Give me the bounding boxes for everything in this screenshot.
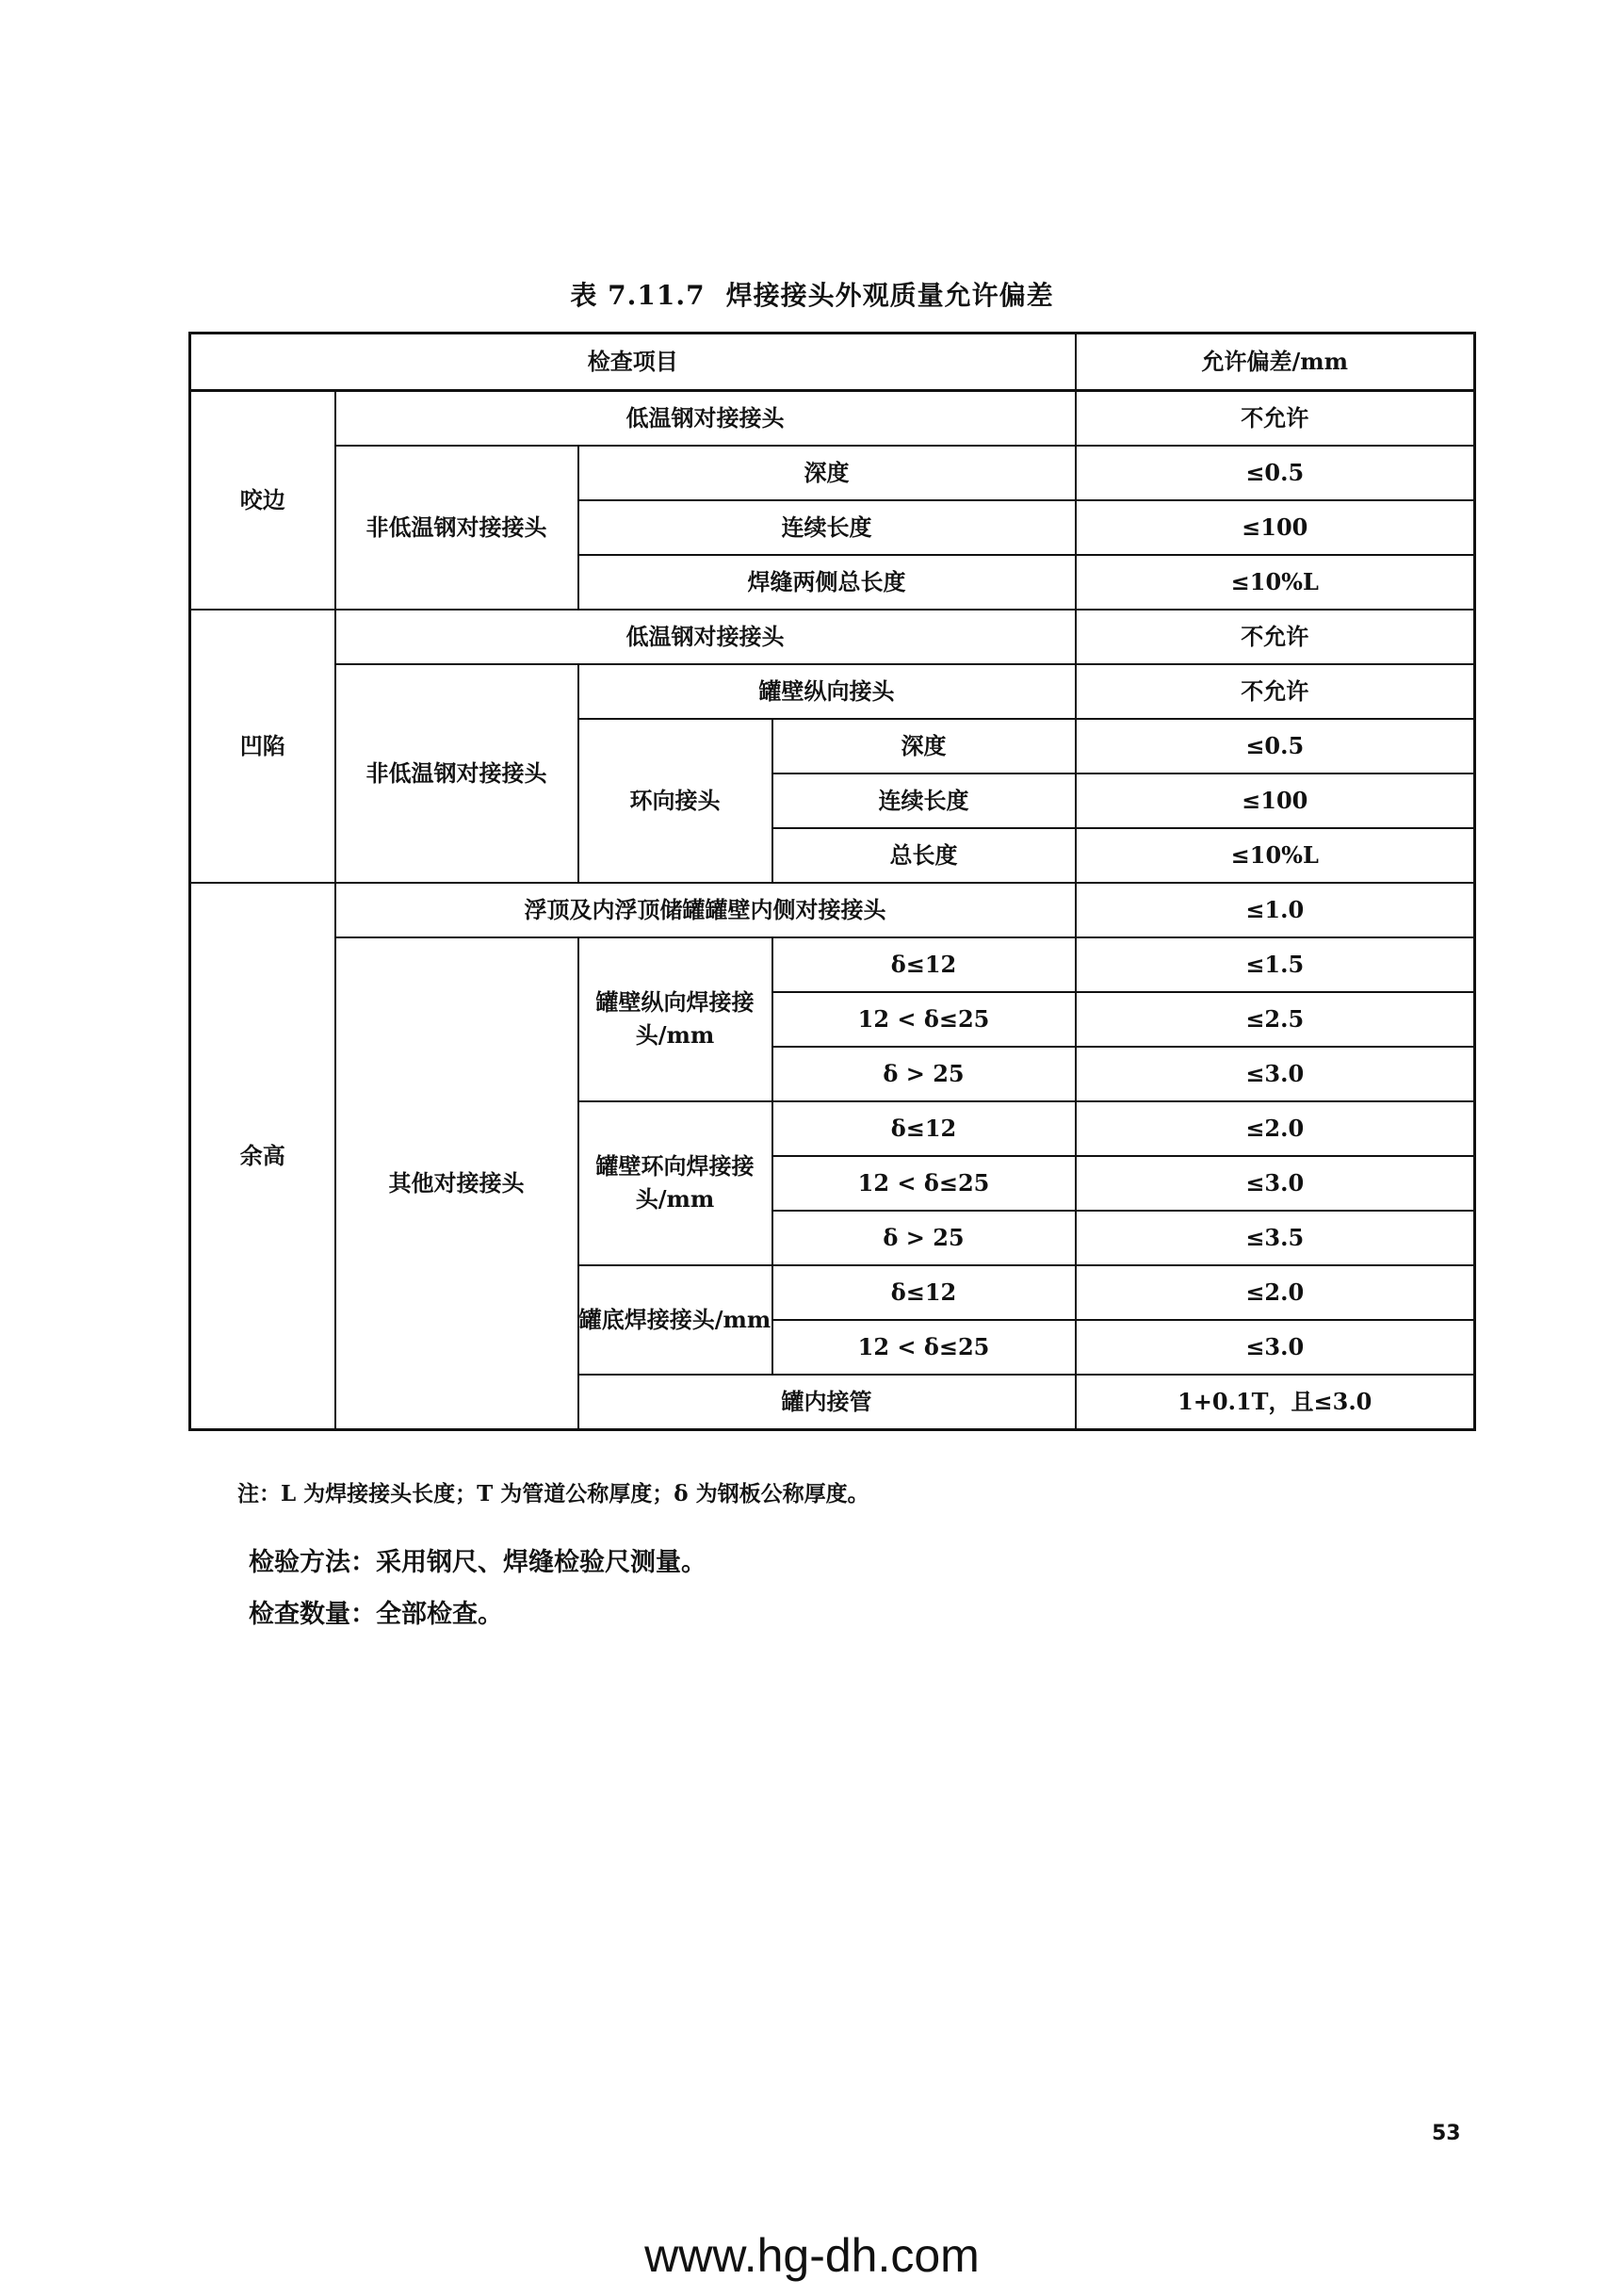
- tolerance-table: [188, 332, 1476, 1431]
- cell-value: 不允许: [1076, 391, 1475, 447]
- cell-label: 12 < δ≤25: [772, 1156, 1076, 1211]
- cell-value: ≤3.5: [1076, 1211, 1475, 1265]
- cell-label: 罐壁纵向接头: [578, 664, 1076, 719]
- cell-label: δ > 25: [772, 1211, 1076, 1265]
- subgroup-circumferential: 环向接头: [578, 719, 772, 883]
- cell-value: ≤2.0: [1076, 1265, 1475, 1320]
- subgroup-non-low-temp: 非低温钢对接接头: [335, 446, 578, 610]
- cell-label: δ > 25: [772, 1047, 1076, 1101]
- table-title: [0, 275, 1624, 313]
- watermark-url: www.hg-dh.com: [644, 2229, 980, 2282]
- cell-label: 浮顶及内浮顶储罐罐壁内侧对接接头: [335, 883, 1076, 937]
- cell-label: 罐内接管: [578, 1375, 1076, 1430]
- inspection-quantity: 检查数量：全部检查。: [249, 1600, 503, 1629]
- cell-value: ≤2.0: [1076, 1101, 1475, 1156]
- cell-value: ≤100: [1076, 500, 1475, 555]
- cell-value: ≤10%L: [1076, 828, 1475, 883]
- cell-label: 12 < δ≤25: [772, 1320, 1076, 1375]
- cell-value: 1+0.1T，且≤3.0: [1076, 1375, 1475, 1430]
- page-number: 53: [1432, 2122, 1461, 2145]
- cell-label: 低温钢对接接头: [335, 391, 1076, 447]
- group-depression: 凹陷: [190, 610, 335, 883]
- table-header-row: [190, 334, 1475, 391]
- table-row: [190, 391, 1475, 447]
- header-tolerance: 允许偏差/mm: [1076, 334, 1475, 391]
- table-row: [190, 664, 1475, 719]
- group-undercut: 咬边: [190, 391, 335, 611]
- cell-value: ≤2.5: [1076, 992, 1475, 1047]
- cell-label: δ≤12: [772, 1101, 1076, 1156]
- cell-label: δ≤12: [772, 937, 1076, 992]
- subgroup-shell-circumferential: 罐壁环向焊接接头/mm: [578, 1101, 772, 1265]
- cell-value: ≤1.5: [1076, 937, 1475, 992]
- cell-value: ≤0.5: [1076, 719, 1475, 773]
- cell-value: 不允许: [1076, 664, 1475, 719]
- table-row: [190, 937, 1475, 992]
- cell-value: ≤10%L: [1076, 555, 1475, 610]
- table-number: 表 7.11.7: [570, 280, 706, 311]
- cell-value: ≤3.0: [1076, 1320, 1475, 1375]
- cell-label: 低温钢对接接头: [335, 610, 1076, 664]
- inspection-method: 检验方法：采用钢尺、焊缝检验尺测量。: [249, 1548, 706, 1577]
- subgroup-non-low-temp: 非低温钢对接接头: [335, 664, 578, 883]
- cell-label: 焊缝两侧总长度: [578, 555, 1076, 610]
- cell-label: 连续长度: [772, 773, 1076, 828]
- cell-value: ≤1.0: [1076, 883, 1475, 937]
- cell-label: 连续长度: [578, 500, 1076, 555]
- table-row: [190, 446, 1475, 500]
- cell-label: 深度: [578, 446, 1076, 500]
- cell-value: ≤3.0: [1076, 1156, 1475, 1211]
- group-reinforcement: 余高: [190, 883, 335, 1430]
- table-caption: 焊接接头外观质量允许偏差: [725, 280, 1054, 311]
- cell-label: 深度: [772, 719, 1076, 773]
- subgroup-other-butt: 其他对接接头: [335, 937, 578, 1430]
- cell-value: 不允许: [1076, 610, 1475, 664]
- subgroup-shell-longitudinal: 罐壁纵向焊接接头/mm: [578, 937, 772, 1101]
- table-row: [190, 610, 1475, 664]
- cell-value: ≤3.0: [1076, 1047, 1475, 1101]
- cell-label: δ≤12: [772, 1265, 1076, 1320]
- cell-value: ≤0.5: [1076, 446, 1475, 500]
- subgroup-bottom: 罐底焊接接头/mm: [578, 1265, 772, 1375]
- table-note: 注：L 为焊接接头长度；T 为管道公称厚度；δ 为钢板公称厚度。: [237, 1481, 869, 1506]
- cell-label: 总长度: [772, 828, 1076, 883]
- header-item: 检查项目: [190, 334, 1076, 391]
- cell-value: ≤100: [1076, 773, 1475, 828]
- table-row: [190, 883, 1475, 937]
- cell-label: 12 < δ≤25: [772, 992, 1076, 1047]
